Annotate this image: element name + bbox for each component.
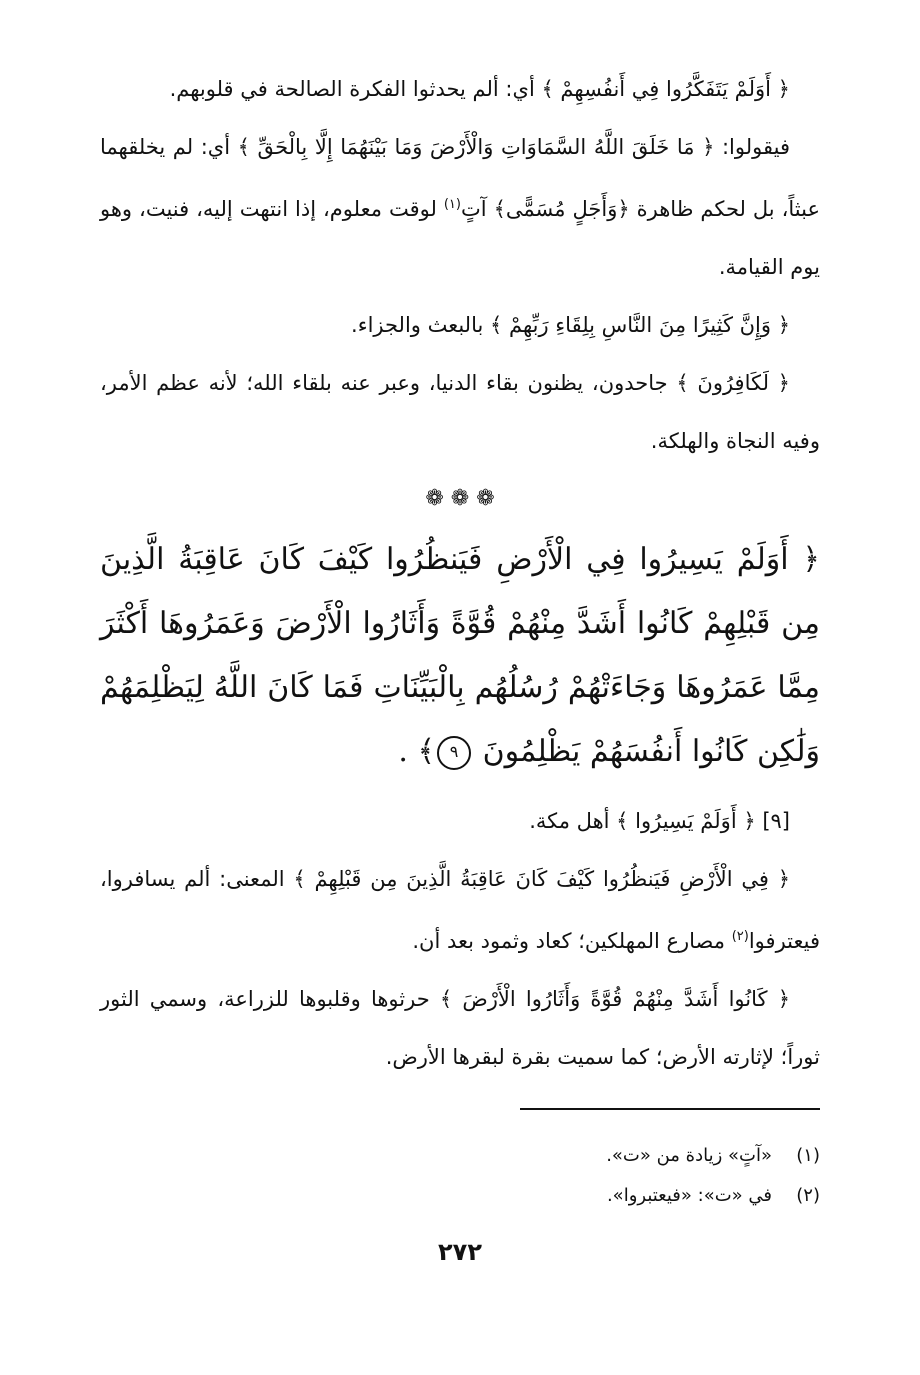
quran-verse: ﴿وَأَجَلٍ مُسَمًّى﴾ <box>493 197 630 221</box>
commentary-text: أي: ألم يحدثوا الفكرة الصالحة في قلوبهم. <box>169 77 542 101</box>
commentary-text: أي: لم يخلقهما عبثاً، بل لحكم ظاهرة <box>100 135 821 221</box>
quran-verse: ﴿ كَانُوا أَشَدَّ مِنْهُمْ قُوَّةً وَأَثَارُوا الْأَرْضَ ﴾ <box>439 987 790 1011</box>
quran-verse: ﴿ أَوَلَمْ يَسِيرُوا ﴾ <box>616 809 756 833</box>
quran-verse: ﴿ وَإِنَّ كَثِيرًا مِنَ النَّاسِ بِلِقَاءِ رَبِّهِمْ ﴾ <box>490 313 790 337</box>
footnote-text: في «ت»: «فيعتبروا». <box>606 1185 772 1206</box>
footnote-item <box>100 1176 820 1216</box>
commentary-text: أهل مكة. <box>529 809 617 833</box>
verse-number-label: [٩] <box>755 809 790 833</box>
commentary-text: حرثوها وقلبوها للزراعة، وسمي الثور ثوراً؛ لإثارته الأرض؛ كما سميت بقرة لبقرها الأرض. <box>100 987 820 1069</box>
commentary-paragraph <box>100 970 820 1086</box>
verse-close-bracket: ﴾ . <box>398 734 436 769</box>
aya-number-mark: ٩ <box>437 736 471 770</box>
footnotes <box>100 1136 820 1216</box>
commentary-text: آتٍ <box>460 197 494 221</box>
commentary-text: جاحدون، يظنون بقاء الدنيا، وعبر عنه بلقاء الله؛ لأنه عظم الأمر، وفيه النجاة والهلكة. <box>100 371 820 453</box>
commentary-text: مصارع المهلكين؛ كعاد وثمود بعد أن. <box>412 929 732 953</box>
commentary-paragraph <box>100 60 820 118</box>
page-number: ٢٧٢ <box>438 1238 482 1266</box>
commentary-paragraph <box>100 850 820 970</box>
footnote-text: «آتٍ» زيادة من «ت». <box>606 1145 772 1166</box>
commentary-paragraph <box>100 296 820 354</box>
verse-open-bracket: ﴿ <box>802 542 820 577</box>
quran-verse: ﴿ لَكَافِرُونَ ﴾ <box>676 371 790 395</box>
page-body <box>100 60 820 1086</box>
footnote-ref: (٢) <box>731 929 749 944</box>
footnote-separator <box>520 1108 820 1110</box>
commentary-text: المعنى: ألم يسافروا، فيعترفوا <box>100 867 820 953</box>
quran-verse: ﴿ مَا خَلَقَ اللَّهُ السَّمَاوَاتِ وَالْأَرْضَ وَمَا بَيْنَهُمَا إِلَّا بِالْحَقِّ ﴾ <box>237 135 715 159</box>
quran-verse: ﴿ أَوَلَمْ يَتَفَكَّرُوا فِي أَنفُسِهِمْ ﴾ <box>541 77 790 101</box>
commentary-paragraph <box>100 792 820 850</box>
section-divider: ❁ ❁ ❁ <box>425 486 495 511</box>
quran-verse: ﴿ فِي الْأَرْضِ فَيَنظُرُوا كَيْفَ كَانَ عَاقِبَةُ الَّذِينَ مِن قَبْلِهِمْ ﴾ <box>293 867 790 891</box>
commentary-paragraph <box>100 118 820 296</box>
footnote-number: (٢) <box>796 1185 820 1206</box>
footnote-number: (١) <box>796 1145 820 1166</box>
commentary-text: لوقت معلوم، إذا انتهت إليه، فنيت، وهو يوم القيامة. <box>100 197 820 279</box>
quran-verse-block <box>100 528 820 784</box>
commentary-lead: فيقولوا: <box>714 135 790 159</box>
commentary-paragraph <box>100 354 820 470</box>
verse-text: أَوَلَمْ يَسِيرُوا فِي الْأَرْضِ فَيَنظُرُوا كَيْفَ كَانَ عَاقِبَةُ الَّذِينَ مِن قَبْلِهِمْ كَانُوا أَشَدَّ مِنْهُمْ قُوَّةً وَأَثَارُوا الْأَرْضَ وَعَمَرُوهَا أَكْثَرَ مِمَّا عَمَرُوهَا وَجَاءَتْهُمْ رُسُلُهُم بِالْبَيِّنَاتِ فَمَا كَانَ اللَّهُ لِيَظْلِمَهُمْ وَلَٰكِن كَانُوا أَنفُسَهُمْ يَظْلِمُونَ <box>100 542 820 769</box>
footnote-ref: (١) <box>443 197 461 212</box>
commentary-text: بالبعث والجزاء. <box>351 313 490 337</box>
footnote-item <box>100 1136 820 1176</box>
